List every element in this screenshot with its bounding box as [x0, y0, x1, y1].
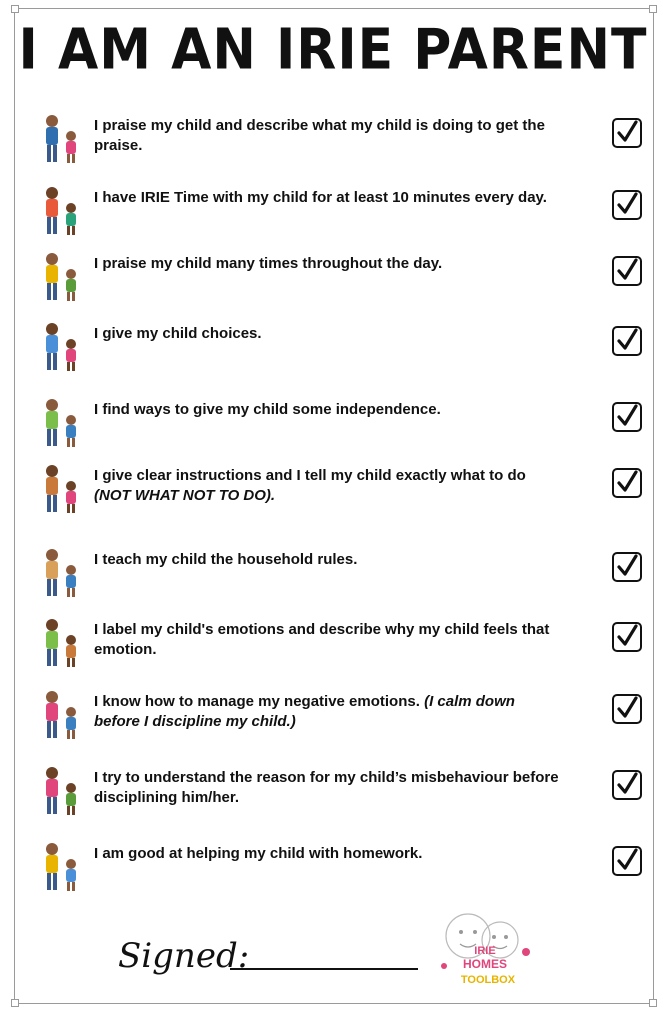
signature-line[interactable]	[230, 968, 418, 970]
checkmark-icon	[614, 846, 640, 874]
parent-playing-with-child-illustration	[36, 184, 86, 238]
checkbox[interactable]	[612, 326, 642, 356]
statement-text: I teach my child the household rules.	[94, 551, 358, 568]
logo-word-1: IRIE	[474, 945, 496, 957]
logo-word-2: HOMES	[462, 957, 508, 971]
checkbox[interactable]	[612, 256, 642, 286]
statement-text: I try to understand the reason for my child’s misbehaviour before disciplining him/her.	[94, 769, 559, 806]
border-corner	[11, 999, 19, 1007]
statement-text: I give my child choices.	[94, 325, 262, 342]
statement-note: (NOT WHAT NOT TO DO).	[94, 487, 276, 504]
parent-and-child-reading-illustration	[36, 250, 86, 304]
checklist-item	[36, 250, 646, 310]
border-corner	[649, 5, 657, 13]
checkmark-icon	[614, 190, 640, 218]
checklist-item	[36, 396, 646, 456]
parent-teaching-rules-illustration	[36, 546, 86, 600]
statement-text: I am good at helping my child with homework.	[94, 845, 423, 862]
child-thinking-illustration	[36, 764, 86, 818]
checkbox[interactable]	[612, 622, 642, 652]
checklist-statement	[94, 768, 564, 808]
checkmark-icon	[614, 694, 640, 722]
irie-homes-toolbox-logo	[430, 906, 540, 996]
checklist-statement	[94, 116, 564, 156]
checklist-statement	[94, 466, 564, 506]
checkbox[interactable]	[612, 118, 642, 148]
checkmark-icon	[614, 770, 640, 798]
signature-label: Signed:	[118, 936, 250, 976]
checklist-statement	[94, 844, 564, 864]
checkmark-icon	[614, 552, 640, 580]
statement-text: I find ways to give my child some independence.	[94, 401, 441, 418]
checklist-item	[36, 112, 646, 172]
checklist-item	[36, 546, 646, 606]
statement-text: I have IRIE Time with my child for at least 10 minutes every day.	[94, 189, 547, 206]
statement-text: I label my child's emotions and describe why my child feels that emotion.	[94, 621, 550, 658]
checkmark-icon	[614, 256, 640, 284]
checklist-item	[36, 688, 646, 748]
checklist-statement	[94, 400, 564, 420]
statement-text: I know how to manage my negative emotions.	[94, 693, 420, 710]
parent-praising-child-illustration	[36, 112, 86, 166]
checklist-statement	[94, 550, 564, 570]
checkmark-icon	[614, 326, 640, 354]
parent-helping-homework-illustration	[36, 840, 86, 894]
checklist-statement	[94, 254, 564, 274]
border-corner	[11, 5, 19, 13]
checklist-item	[36, 184, 646, 244]
checkbox[interactable]	[612, 552, 642, 582]
checklist-item	[36, 320, 646, 380]
checkmark-icon	[614, 468, 640, 496]
statement-text: I praise my child and describe what my child is doing to get the praise.	[94, 117, 545, 154]
checkmark-icon	[614, 402, 640, 430]
statement-note: (I calm down before I discipline my child.)	[94, 693, 515, 730]
statement-text: I praise my child many times throughout the day.	[94, 255, 443, 272]
logo-word-3: TOOLBOX	[460, 974, 516, 986]
parent-and-child-standing-illustration	[36, 396, 86, 450]
checklist-statement	[94, 692, 564, 732]
checklist-item	[36, 462, 646, 522]
checkbox[interactable]	[612, 468, 642, 498]
border-corner	[649, 999, 657, 1007]
checkbox[interactable]	[612, 190, 642, 220]
checkbox[interactable]	[612, 846, 642, 876]
parent-calming-down-illustration	[36, 688, 86, 742]
checklist-statement	[94, 620, 564, 660]
checklist-item	[36, 616, 646, 676]
checklist-item	[36, 840, 646, 900]
checklist-statement	[94, 324, 564, 344]
checkmark-icon	[614, 118, 640, 146]
checkbox[interactable]	[612, 694, 642, 724]
checkmark-icon	[614, 622, 640, 650]
checklist-item	[36, 764, 646, 824]
statement-text: I give clear instructions and I tell my child exactly what to do	[94, 467, 526, 484]
checklist-statement	[94, 188, 564, 208]
checkbox[interactable]	[612, 770, 642, 800]
parent-giving-instructions-illustration	[36, 462, 86, 516]
parent-offering-choices-illustration	[36, 320, 86, 374]
checkbox[interactable]	[612, 402, 642, 432]
page-title: I AM AN IRIE PARENT	[18, 17, 648, 83]
parent-comforting-child-illustration	[36, 616, 86, 670]
